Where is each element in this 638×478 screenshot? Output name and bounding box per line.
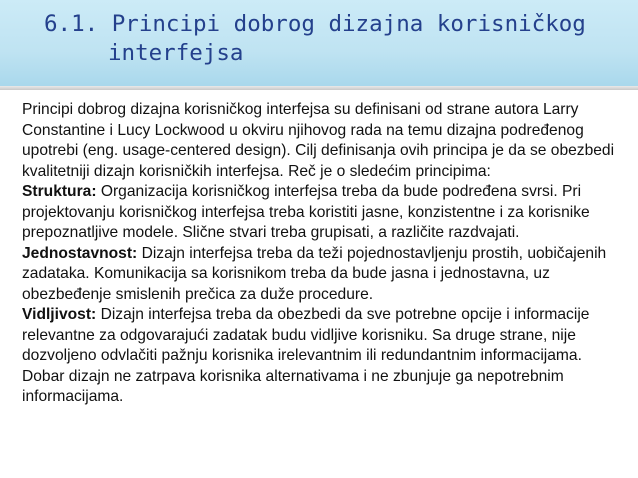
title-banner (0, 0, 638, 86)
principle-text: Organizacija korisničkog interfejsa treba da bude podređena svrsi. Pri projektovanju korisničkog interfejsa treba koristiti jasne, konzistentne i za korisnike prepoznatljive modele. Slične stvari treba grupisati, a različite razdvajati. (22, 183, 590, 241)
slide-title-line-2: interfejsa (108, 40, 244, 66)
slide-body (22, 100, 622, 408)
principle-structure (22, 182, 622, 244)
intro-paragraph: Principi dobrog dizajna korisničkog interfejsa su definisani od strane autora Larry Constantine i Lucy Lockwood u okviru njihovog rada na temu dizajna podređenog upotrebi (eng. usage-centered design). Cilj definisanja ovih principa je da se obezbedi kvalitetniji dizajn korisničkih interfejsa. Reč je o sledećim principima: (22, 101, 615, 180)
principle-simplicity (22, 244, 622, 306)
principle-text: Dizajn interfejsa treba da teži pojednostavljenju prostih, uobičajenih zadataka. Komunikacija sa korisnikom treba da bude jasna i jednostavna, uz obezbeđenje smislenih prečica za duže procedure. (22, 244, 607, 303)
slide-title (44, 10, 604, 68)
title-divider (0, 86, 638, 90)
principle-term: Jednostavnost: (22, 244, 138, 262)
principle-term: Struktura: (22, 183, 97, 200)
principle-visibility (22, 305, 622, 408)
principle-text: Dizajn interfejsa treba da obezbedi da sve potrebne opcije i informacije relevantne za odgovarajući zadatak budu vidljive korisniku. Sa druge strane, nije dozvoljeno odvlačiti pažnju korisnika irelevantnim ili redundantnim informacijama. Dobar dizajn ne zatrpava korisnika alternativama i ne zbunjuje ga nepotrebnim informacijama. (22, 306, 590, 405)
principle-term: Vidljivost: (22, 306, 97, 323)
slide-title-line-1: 6.1. Principi dobrog dizajna korisničkog (44, 11, 586, 37)
